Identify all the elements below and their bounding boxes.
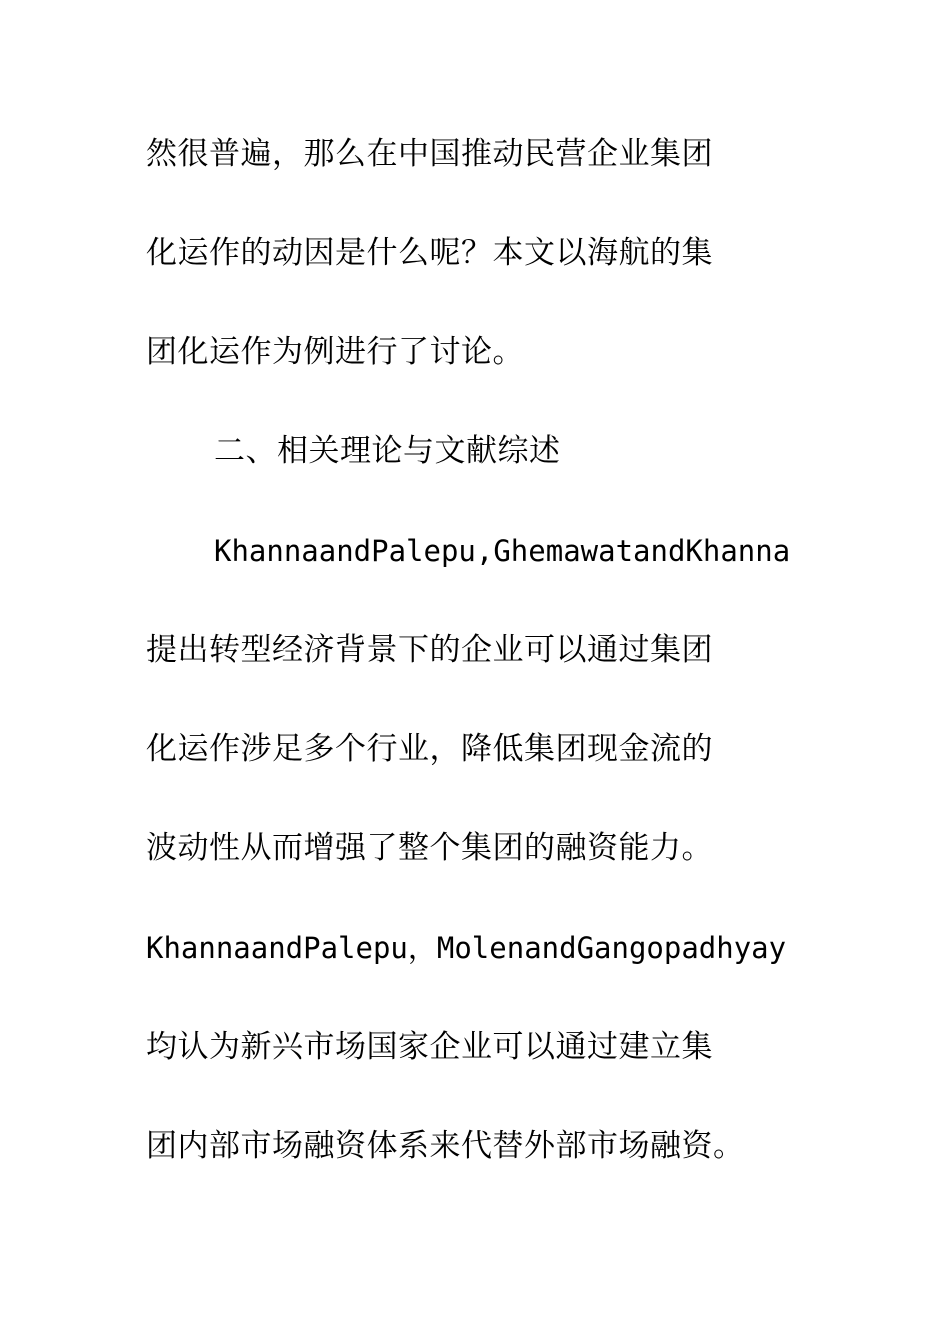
body-text-line: 然很普遍，那么在中国推动民营企业集团 xyxy=(146,136,713,172)
body-text-line: 提出转型经济背景下的企业可以通过集团 xyxy=(146,632,713,668)
body-text-line: KhannaandPalepu,GhemawatandKhanna xyxy=(214,534,791,568)
body-text-line: 均认为新兴市场国家企业可以通过建立集 xyxy=(146,1029,713,1065)
body-text-line: 团内部市场融资体系来代替外部市场融资。 xyxy=(146,1128,745,1164)
body-text-line: KhannaandPalepu，MolenandGangopadhyay xyxy=(146,931,787,965)
body-text-line: 波动性从而增强了整个集团的融资能力。 xyxy=(146,830,713,866)
body-text-line: 团化运作为例进行了讨论。 xyxy=(146,334,524,370)
section-heading: 二、相关理论与文献综述 xyxy=(214,433,561,469)
body-text-line: 化运作的动因是什么呢？本文以海航的集 xyxy=(146,235,713,271)
body-text-line: 化运作涉足多个行业，降低集团现金流的 xyxy=(146,731,713,767)
